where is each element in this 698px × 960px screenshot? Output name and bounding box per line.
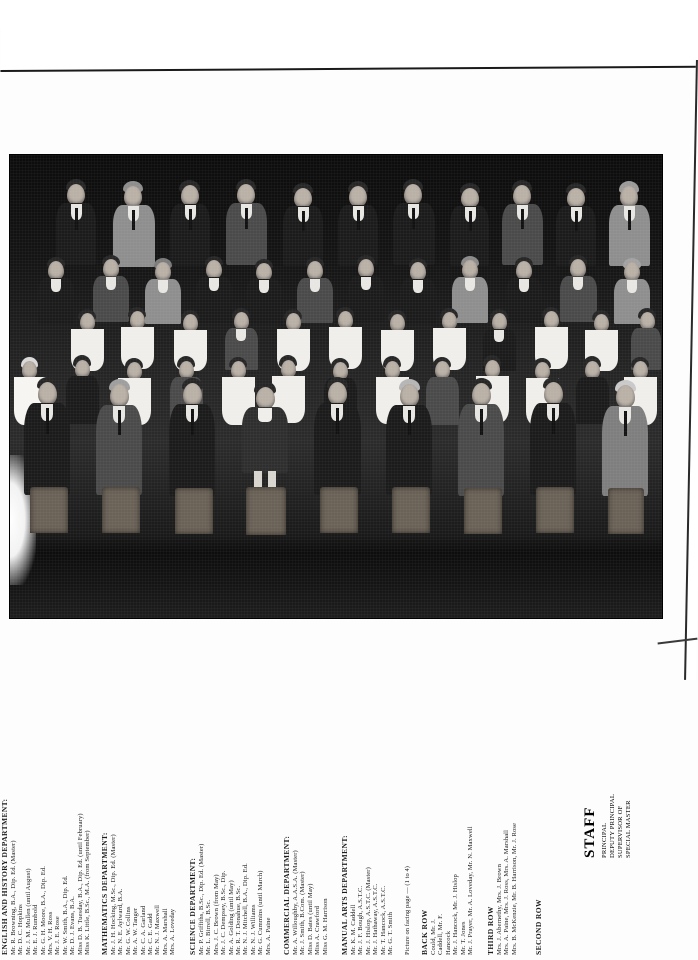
staff-name: Mr. N. J. Williams bbox=[249, 904, 257, 955]
staff-name: Mr. G. Cummins (until March) bbox=[257, 870, 265, 955]
staff-name: Mr. C. A. Garland bbox=[139, 905, 147, 955]
staff-name: Mr. A. W. Tanger bbox=[132, 907, 140, 955]
staff-name: Mrs. A. Paine bbox=[264, 917, 272, 955]
department-english-history bbox=[0, 799, 91, 955]
department-manual-arts bbox=[340, 835, 394, 955]
staff-name: Mr. D. C. Hopkins bbox=[17, 904, 25, 955]
staff-name: Mrs. J. Abernethy, Mrs. J. Brown bbox=[496, 863, 503, 955]
staff-name: Mr. T. Jones bbox=[459, 921, 467, 955]
staff-name: Miss K. Little, B.Sc., M.A. (from September) bbox=[84, 830, 92, 955]
row-label: THIRD ROW bbox=[486, 906, 495, 955]
staff-name: Miss G. M. Harrison bbox=[321, 898, 329, 955]
heading-line-principal: PRINCIPAL bbox=[601, 822, 608, 858]
photo-key-note-text: Picture on facing page — (1 to 4) bbox=[404, 865, 411, 955]
staff-name: Mr. J. C. Dempsey, B.Sc., Dip. bbox=[220, 870, 228, 955]
staff-name: Mrs. A. Marshall bbox=[161, 908, 169, 955]
staff-name: Hancock bbox=[444, 930, 452, 955]
staff-name: Mr. D. J. Evans, B.A. bbox=[69, 896, 77, 955]
staff-name: Mr. J. Hancock, Mr. J. Hislop bbox=[452, 874, 460, 955]
staff-name: Miss D. B. Tuesday, B.A., Dip. Ed. (until February) bbox=[76, 813, 84, 955]
staff-name: Mrs. J. C. Brown (from May) bbox=[212, 874, 220, 955]
heading-line-special: SPECIAL MASTER bbox=[625, 800, 632, 858]
photo-key-back-row bbox=[420, 826, 474, 955]
staff-name: Mr. N. E. Aylward, B.A. bbox=[117, 888, 125, 955]
staff-name: Mr. C. E. Gadd bbox=[147, 913, 155, 955]
page-title: STAFF bbox=[582, 806, 598, 858]
department-mathematics bbox=[100, 832, 177, 955]
staff-name: Mr. J. Hathaway, A.S.T.C. bbox=[372, 883, 380, 955]
staff-name: Mr. E. J. Rumbold bbox=[32, 904, 40, 955]
page-top-edge bbox=[0, 0, 698, 72]
heading-line-supervisor: SUPERVISOR OF bbox=[617, 805, 624, 858]
staff-name: Caddell, Mr. F. bbox=[437, 913, 445, 955]
staff-list-columns bbox=[0, 700, 698, 960]
photo-key-second-row bbox=[534, 899, 544, 955]
staff-name: Mr. J. M. Mullen (until August) bbox=[24, 868, 32, 955]
department-heading: SCIENCE DEPARTMENT: bbox=[188, 857, 197, 955]
staff-name: Mr. A. Willoughby, A.A.S.A. (Master) bbox=[292, 850, 299, 955]
staff-name: Mrs. A. Paine, Mrs. J. Ross, Mrs. A. Marshall bbox=[503, 829, 511, 955]
heading-line-deputy: DEPUTY PRINCIPAL bbox=[609, 793, 616, 858]
staff-name: Mr. J. Hislop, A.S.T.C. (Master) bbox=[364, 867, 372, 955]
staff-name: Mr. R. T. Donahue, B.Sc. bbox=[235, 885, 243, 955]
staff-name: Mr. J. Smith, B.Com. (Master) bbox=[299, 871, 307, 955]
page-right-edge bbox=[684, 60, 698, 680]
row-label: BACK ROW bbox=[420, 909, 429, 955]
staff-name: Mr. J. F. Bough, A.S.T.C. bbox=[357, 885, 365, 955]
staff-name: Mr. J. H. Hocking, M.Sc., Dip. Ed. (Master) bbox=[110, 834, 117, 955]
staff-name: Mr. W. Smith, B.A., Dip. Ed. bbox=[61, 875, 69, 955]
department-heading: MANUAL ARTS DEPARTMENT: bbox=[340, 834, 349, 955]
staff-name: Mr. P. Griffiths, B.Sc., Dip. Ed. (Master) bbox=[198, 843, 205, 955]
staff-name: Mr. N. J. Mitchell, B.A., Dip. Ed. bbox=[242, 863, 250, 955]
staff-name: Mr. J. E. Rose bbox=[54, 916, 62, 955]
staff-name: Mr. G. W. Collins bbox=[124, 906, 132, 955]
department-heading: MATHEMATICS DEPARTMENT: bbox=[100, 832, 109, 955]
staff-name: Miss D. Bates (until May) bbox=[306, 883, 314, 955]
staff-name: Mr. A. Golding (until May) bbox=[227, 880, 235, 955]
staff-name: Mr. K. M. Caddell bbox=[350, 904, 357, 955]
staff-name: Miss A. Crawford bbox=[314, 905, 322, 955]
staff-name: Mr. G. T. Smith bbox=[387, 911, 395, 955]
staff-name: Mr. G. H. Moore, B.A., Dip. Ed. bbox=[39, 866, 47, 955]
staff-name: Mrs. A. Loveday bbox=[169, 908, 177, 955]
staff-name: Mr. L. Birrell, B.Sc. bbox=[205, 899, 213, 955]
photo-key-third-row bbox=[486, 823, 518, 955]
staff-name: Mrs. V. H. Ross bbox=[47, 911, 55, 955]
department-heading: ENGLISH AND HISTORY DEPARTMENT: bbox=[0, 798, 9, 955]
staff-name: Mr. N. J. Maxwell bbox=[154, 904, 162, 955]
staff-name: Could, Mr. J. bbox=[430, 919, 437, 955]
department-commercial bbox=[282, 836, 329, 955]
staff-name: Mr. T. Hancock, A.S.T.C. bbox=[379, 885, 387, 955]
department-science bbox=[188, 844, 272, 955]
photo-key-note bbox=[404, 866, 411, 955]
staff-name: Mr. J. Prayer, Mr. A. Loveday, Mr. N. Maxwell bbox=[467, 826, 475, 955]
staff-group-photograph bbox=[10, 155, 662, 618]
department-heading: COMMERCIAL DEPARTMENT: bbox=[282, 835, 291, 955]
staff-name: Mr. R. Browning, B.A., Dip. Ed. (Master) bbox=[10, 840, 17, 955]
row-label: SECOND ROW bbox=[534, 899, 543, 955]
staff-name: Mrs. B. McKenzie, Mr. B. Harrison, Mr. J. Rose bbox=[510, 822, 518, 955]
